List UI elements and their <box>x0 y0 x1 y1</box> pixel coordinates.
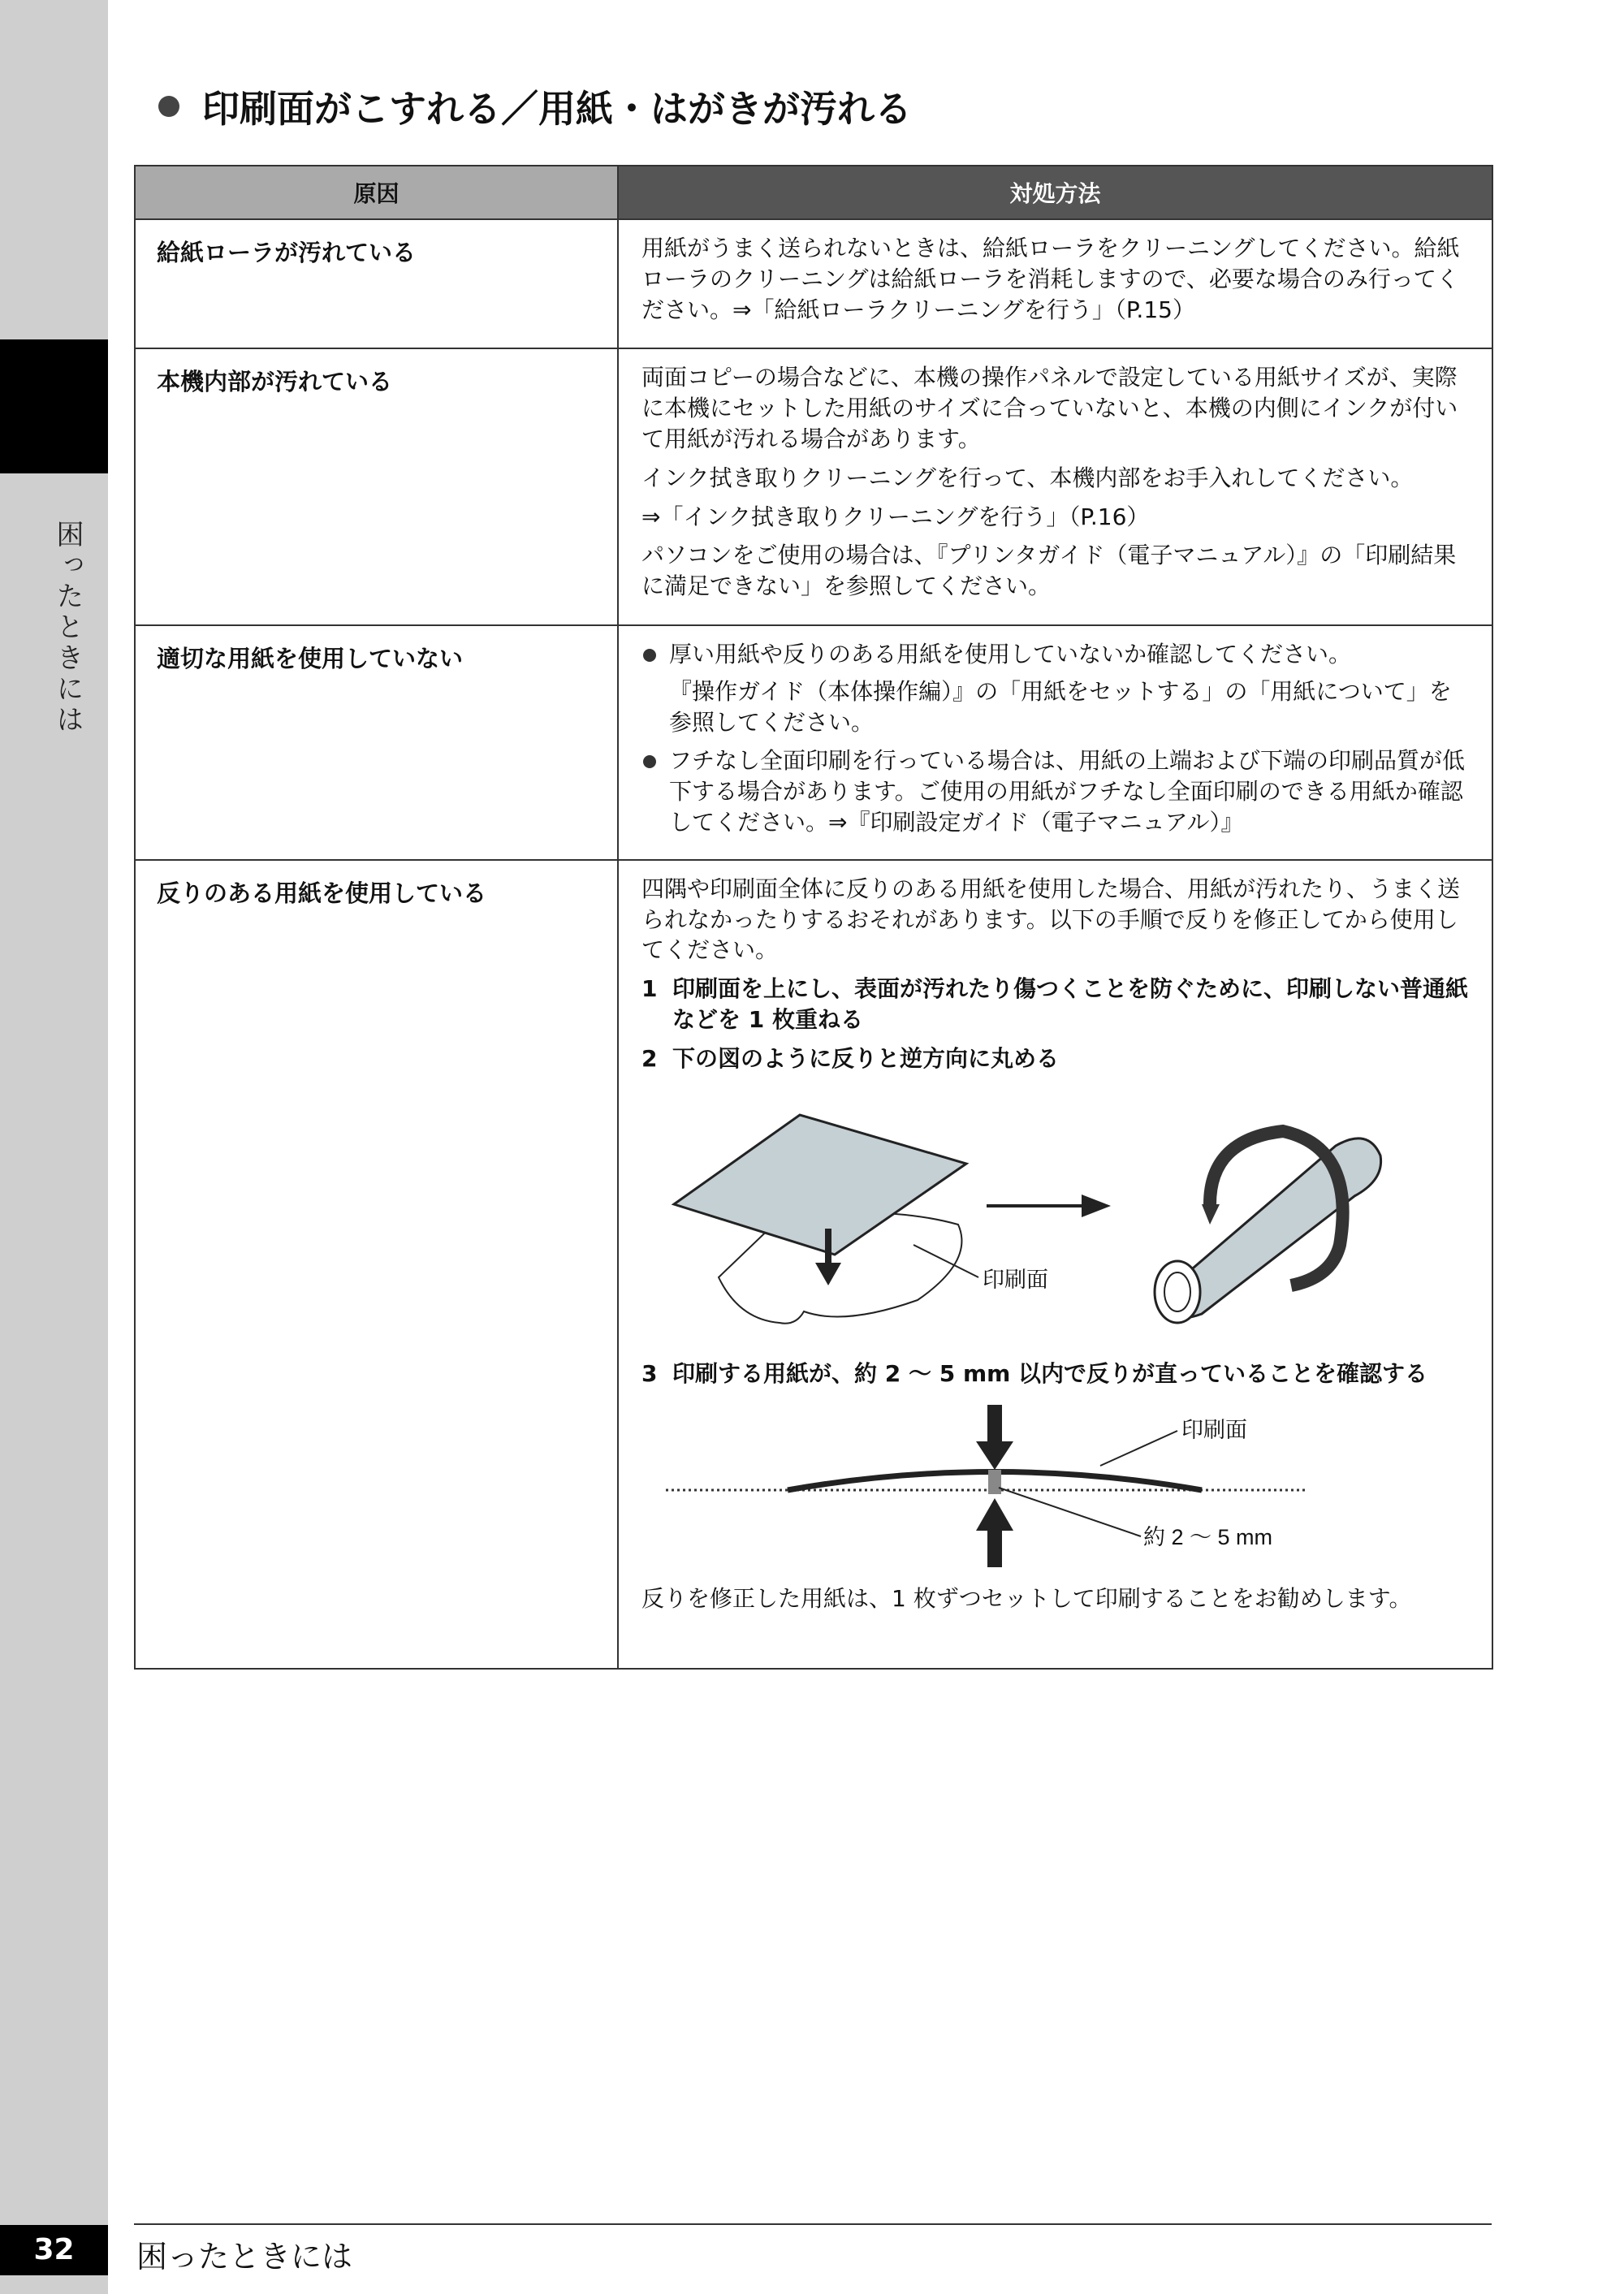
cause-cell: 適切な用紙を使用していない <box>135 625 618 860</box>
bullet-dot-icon <box>643 649 656 662</box>
step-2 <box>641 1043 1471 1074</box>
print-side-label: 印刷面 <box>983 1267 1048 1292</box>
down-arrow-icon <box>976 1441 1013 1470</box>
footer-divider <box>134 2223 1492 2225</box>
remedy-cell <box>618 219 1492 348</box>
footer-section-label: 困ったときには <box>136 2239 353 2275</box>
step-number: 1 <box>641 975 658 1003</box>
remedy-text: 四隅や印刷面全体に反りのある用紙を使用した場合、用紙が汚れたり、うまく送られなかったりするおそれがあります。以下の手順で反りを修正してから使用してください。 <box>641 875 1461 964</box>
remedy-text: 用紙がうまく送られないときは、給紙ローラをクリーニングしてください。給紙ローラのクリーニングは給紙ローラを消耗しますので、必要な場合のみ行ってください。⇒「給紙ローラクリーニングを行う」（P.15） <box>641 235 1460 323</box>
cause-cell: 本機内部が汚れている <box>135 348 618 625</box>
section-header <box>158 80 912 133</box>
step-text: 印刷する用紙が、約 2 ～ 5 mm 以内で反りが直っていることを確認する <box>672 1359 1428 1387</box>
step-number: 3 <box>641 1359 658 1387</box>
right-arrow-icon <box>1082 1195 1111 1217</box>
remedy-text: 反りを修正した用紙は、1 枚ずつセットして印刷することをお勧めします。 <box>641 1585 1412 1613</box>
table-row <box>135 348 1492 625</box>
step-number: 2 <box>641 1044 658 1072</box>
remedy-text: パソコンをご使用の場合は、『プリンタガイド（電子マニュアル）』の「印刷結果に満足できない」を参照してください。 <box>641 542 1457 600</box>
bullet-dot-icon <box>643 755 656 768</box>
table-header-row <box>135 166 1492 219</box>
side-chapter-label: 困ったときには <box>51 520 84 736</box>
header-cause: 原因 <box>135 166 618 219</box>
step-text: 印刷面を上にし、表面が汚れたり傷つくことを防ぐために、印刷しない普通紙などを 1 枚重ねる <box>672 975 1469 1033</box>
page-number: 32 <box>33 2233 75 2266</box>
cause-cell: 反りのある用紙を使用している <box>135 860 618 1669</box>
remedy-text: 両面コピーの場合などに、本機の操作パネルで設定している用紙サイズが、実際に本機にセットした用紙のサイズに合っていないと、本機の内側にインクが付いて用紙が汚れる場合があります。 <box>641 364 1458 452</box>
table-row <box>135 625 1492 860</box>
step-3 <box>641 1359 1471 1389</box>
step-text: 下の図のように反りと逆方向に丸める <box>672 1044 1060 1072</box>
remedy-text: インク拭き取りクリーニングを行って、本機内部をお手入れしてください。 <box>641 464 1414 491</box>
table-row <box>135 219 1492 348</box>
print-side-label: 印刷面 <box>1181 1418 1247 1443</box>
table-row <box>135 860 1492 1669</box>
cause-cell: 給紙ローラが汚れている <box>135 219 618 348</box>
bullet-item <box>641 639 1471 670</box>
measurement-label: 約 2 ～ 5 mm <box>1143 1525 1273 1550</box>
bullet-item <box>641 745 1471 837</box>
bullet-subtext: 『操作ガイド（本体操作編）』の「用紙をセットする」の「用紙について」を参照してください。 <box>669 677 1452 736</box>
step-1 <box>641 974 1471 1035</box>
up-arrow-icon <box>976 1498 1013 1531</box>
header-remedy: 対処方法 <box>618 166 1492 219</box>
remedy-text: ⇒「インク拭き取りクリーニングを行う」（P.16） <box>641 503 1150 530</box>
bullet-icon <box>158 96 179 117</box>
troubleshooting-table <box>134 165 1493 1670</box>
bullet-text: 厚い用紙や反りのある用紙を使用していないか確認してください。 <box>669 640 1352 667</box>
roll-paper-illustration <box>641 1082 1462 1350</box>
remedy-cell <box>618 860 1492 1669</box>
remedy-cell <box>618 625 1492 860</box>
flatness-check-illustration <box>641 1397 1462 1575</box>
remedy-cell <box>618 348 1492 625</box>
section-title: 印刷面がこすれる／用紙・はがきが汚れる <box>202 87 912 131</box>
chapter-tab-marker <box>0 339 108 473</box>
bullet-text: フチなし全面印刷を行っている場合は、用紙の上端および下端の印刷品質が低下する場合があります。ご使用の用紙がフチなし全面印刷のできる用紙か確認してください。⇒『印刷設定ガイド（電子マニュアル）』 <box>669 747 1466 836</box>
